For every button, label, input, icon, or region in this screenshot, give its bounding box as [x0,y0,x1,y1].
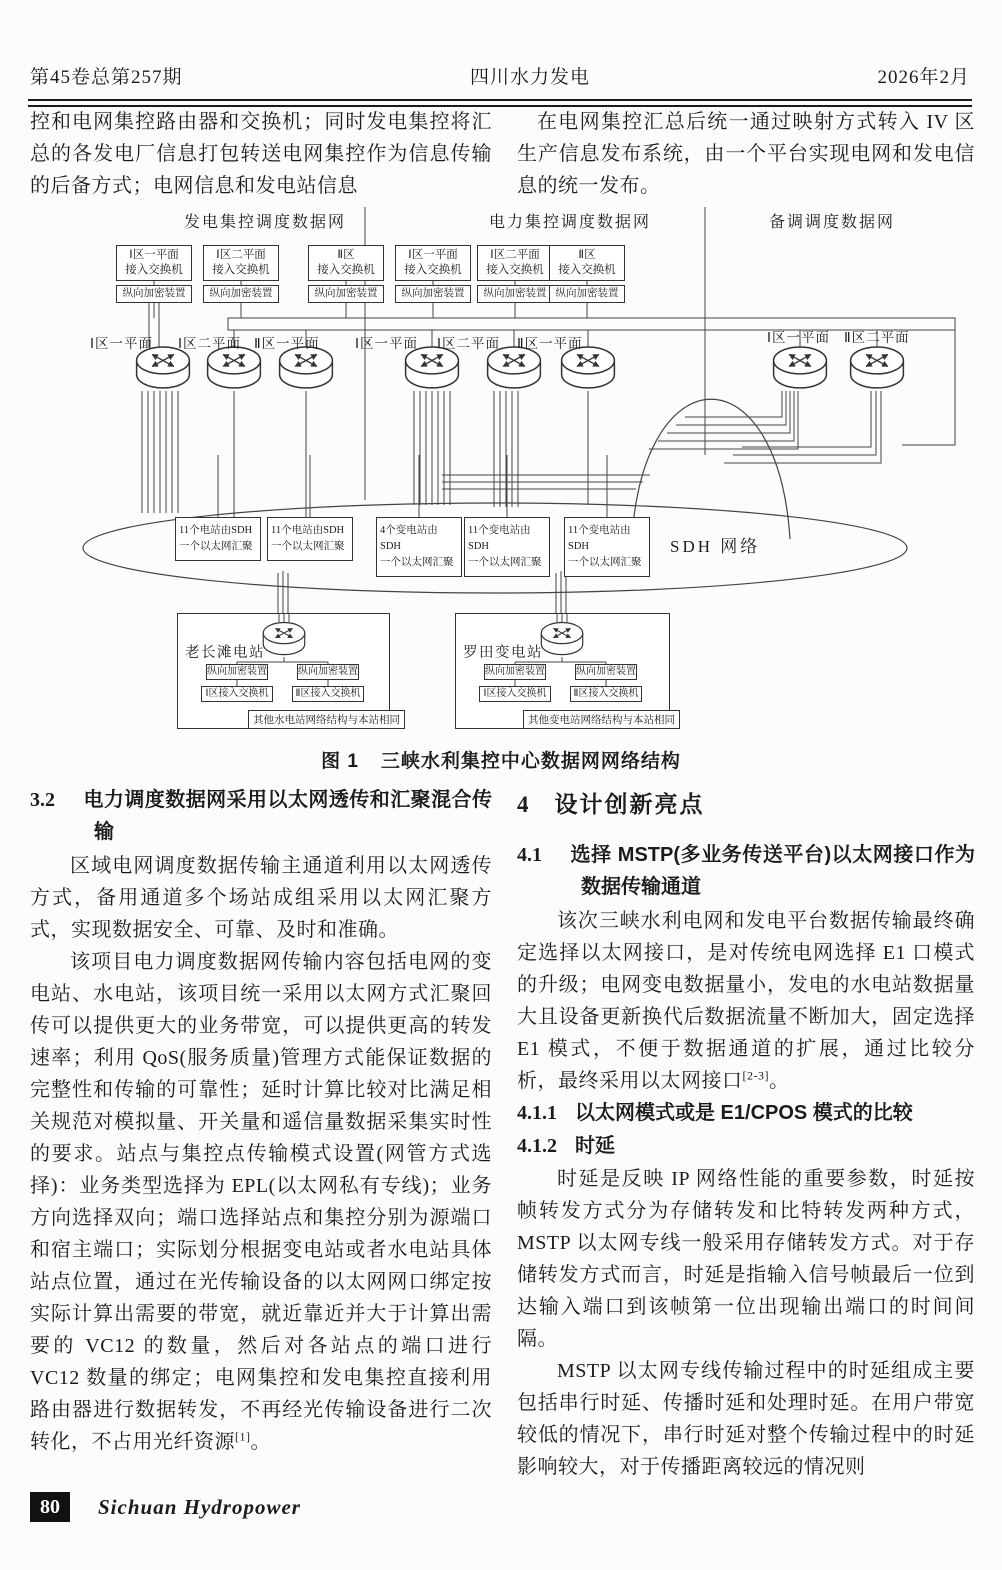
switch-stack-1 [116,245,192,303]
sdh-cloud-bump [632,399,790,539]
page-footer [30,1492,301,1522]
section-title: 设计创新亮点 [554,791,705,817]
section-number: 3.2 [30,789,55,811]
section-title: 以太网模式或是 E1/CPOS 模式的比较 [575,1102,913,1124]
page-header [30,62,970,89]
section-4-1-1-heading [517,1097,975,1130]
sdh-agg-box-4: 11个变电站由SDH 一个以太网汇聚 [464,517,550,577]
left-column [30,784,492,1458]
section-number: 4.1 [517,844,542,866]
access-switch-box: Ⅰ区接入交换机 [479,686,551,702]
section-4-1-2-para-1: 时延是反映 IP 网络性能的重要参数，时延按帧转发方式分为存储转发和比特转发两种方式，MSTP 以太网专线一般采用存储转发方式。对于存储转发方式而言，时延是指输入信号帧最后一位到达输入端口到该帧第一位出现输出端口的时间间隔。 [517,1168,975,1350]
sdh-agg-box-5: 11个变电站由SDH 一个以太网汇聚 [564,517,650,577]
station-hydro [177,613,400,729]
section-4-1-heading [517,839,975,903]
access-switch-box: Ⅰ区二平面 接入交换机 [477,245,553,281]
citation-ref-2-3: [2-3] [742,1068,769,1083]
intro-left-text: 控和电网集控路由器和交换机；同时发电集控将汇总的各发电厂信息打包转送电网集控作为信息传输的后备方式；电网信息和发电站信息 [30,111,492,197]
backup-router-icon [772,345,828,391]
figure-network-diagram [30,205,970,750]
crypto-device-box: 纵向加密装置 [477,285,553,303]
intro-left-column [30,106,492,202]
station-note: 其他水电站网络结构与本站相同 [248,710,405,729]
switch-stack-2 [203,245,279,303]
intro-right-text: 在电网集控汇总后统一通过映射方式转入 IV 区生产信息发布系统，由一个平台实现电网和发电信息的统一发布。 [517,111,975,197]
station-name: 罗田变电站 [463,645,543,661]
section-3-2-heading [30,784,492,848]
header-date: 2026年2月 [877,67,970,88]
section-3-2-para-1: 区域电网调度数据传输主通道利用以太网透传方式，备用通道多个场站成组采用以太网汇聚方式，实现数据安全、可靠、及时和准确。 [30,855,492,941]
switch-stack-6 [549,245,625,303]
crypto-device-box: 纵向加密装置 [297,664,359,680]
section-title: 电力调度数据网采用以太网透传和汇聚混合传输 [83,789,492,843]
access-switch-box: Ⅰ区接入交换机 [201,686,273,702]
crypto-device-box: 纵向加密装置 [484,664,546,680]
figure-caption-label: 图 1 [321,751,359,772]
section-number: 4 [517,792,529,817]
router-plane-label: Ⅰ区一平面 [355,336,418,351]
access-switch-box: Ⅰ区一平面 接入交换机 [395,245,471,281]
router-plane-label: Ⅱ区一平面 [517,336,583,351]
sdh-network-label: SDH 网络 [670,537,761,556]
header-issue: 第45卷总第257期 [30,67,183,88]
figure-caption [0,746,1002,773]
station-note: 其他变电站网络结构与本站相同 [523,710,680,729]
crypto-device-box: 纵向加密装置 [549,285,625,303]
citation-ref-1: [1] [235,1429,251,1444]
access-switch-box: Ⅱ区 接入交换机 [549,245,625,281]
crypto-device-box: 纵向加密装置 [206,664,268,680]
figure-caption-title: 三峡水利集控中心数据网网络结构 [380,751,681,772]
section-number: 4.1.1 [517,1102,557,1124]
section-4-1-2-para-2: MSTP 以太网专线传输过程中的时延组成主要包括串行时延、传播时延和处理时延。在用户带宽较低的情况下，串行时延对整个传输过程中的时延影响较大，对于传播距离较远的情况则 [517,1360,975,1478]
station-name: 老长滩电站 [185,645,265,661]
access-switch-box: Ⅰ区一平面 接入交换机 [116,245,192,281]
backup-router-label: Ⅱ区二平面 [844,330,910,345]
crypto-device-box: 纵向加密装置 [203,285,279,303]
net-label-power: 电力集控调度数据网 [488,214,651,231]
net-label-backup: 备调调度数据网 [768,214,895,231]
router-plane-label: Ⅰ区二平面 [178,336,241,351]
access-switch-box: Ⅱ区接入交换机 [570,686,642,702]
section-title: 选择 MSTP(多业务传送平台)以太网接口作为数据传输通道 [570,844,975,898]
router-plane-label: Ⅰ区一平面 [90,336,153,351]
switch-stack-5 [477,245,553,303]
section-title: 时延 [575,1135,615,1157]
crypto-device-box: 纵向加密装置 [308,285,384,303]
header-journal-title: 四川水力发电 [469,67,590,88]
access-switch-box: Ⅱ区接入交换机 [292,686,364,702]
crypto-device-box: 纵向加密装置 [395,285,471,303]
backup-router-icon [849,345,905,391]
crypto-device-box: 纵向加密装置 [116,285,192,303]
section-number: 4.1.2 [517,1135,557,1157]
sdh-agg-box-2: 11个电站由SDH 一个以太网汇聚 [267,517,353,561]
journal-name-english: Sichuan Hydropower [98,1494,301,1519]
section-4-1-para: 该次三峡水利电网和发电平台数据传输最终确定选择以太网接口，是对传统电网选择 E1 口模式的升级；电网变电数据量小，发电的水电站数据量大且设备更新换代后数据流量不断加大，固定选择 E1 模式，不便于数据通道的扩展，通过比较分析，最终采用以太网接口[2-3]。 [517,910,975,1092]
intro-right-column [517,106,975,202]
switch-stack-4 [395,245,471,303]
section-4-1-2-heading [517,1130,975,1163]
section-3-2-para-2: 该项目电力调度数据网传输内容包括电网的变电站、水电站，该项目统一采用以太网方式汇聚回传可以提供更大的业务带宽，可以提供更高的转发速率；利用 QoS(服务质量)管理方式能保证数据的完整性和传输的可靠性；延时计算比较对比满足相关规范对模拟量、开关量和遥信量数据采集实时性的要求。站点与集控点传输模式设置(网管方式选择)：业务类型选择为 EPL(以太网私有专线)；业务方向选择双向；端口选择站点和集控分别为源端口和宿主端口；实际划分根据变电站或者水电站具体站点位置，通过在光传输设备的以太网网口绑定按实际计算出需要的带宽，就近靠近并大于计算出需要的 VC12 的数量，然后对各站点的端口进行 VC12 数量的绑定；电网集控和发电集控直接利用路由器进行数据转发，不再经光传输设备进行二次转化，不占用光纤资源[1]。 [30,951,492,1453]
access-switch-box: Ⅱ区 接入交换机 [308,245,384,281]
router-icon [540,621,584,657]
switch-stack-3 [308,245,384,303]
crypto-device-box: 纵向加密装置 [575,664,637,680]
router-plane-label: Ⅱ区一平面 [254,336,320,351]
station-substation [455,613,675,729]
router-icon [262,621,306,657]
backup-router-label: Ⅰ区一平面 [767,330,830,345]
section-4-heading [517,786,975,823]
access-switch-box: Ⅰ区二平面 接入交换机 [203,245,279,281]
page-number-badge: 80 [30,1492,70,1522]
sdh-agg-box-1: 11个电站由SDH 一个以太网汇聚 [175,517,261,561]
net-label-generation: 发电集控调度数据网 [183,214,346,231]
right-column [517,784,975,1483]
router-plane-label: Ⅰ区二平面 [437,336,500,351]
sdh-agg-box-3: 4个变电站由SDH 一个以太网汇聚 [376,517,462,577]
